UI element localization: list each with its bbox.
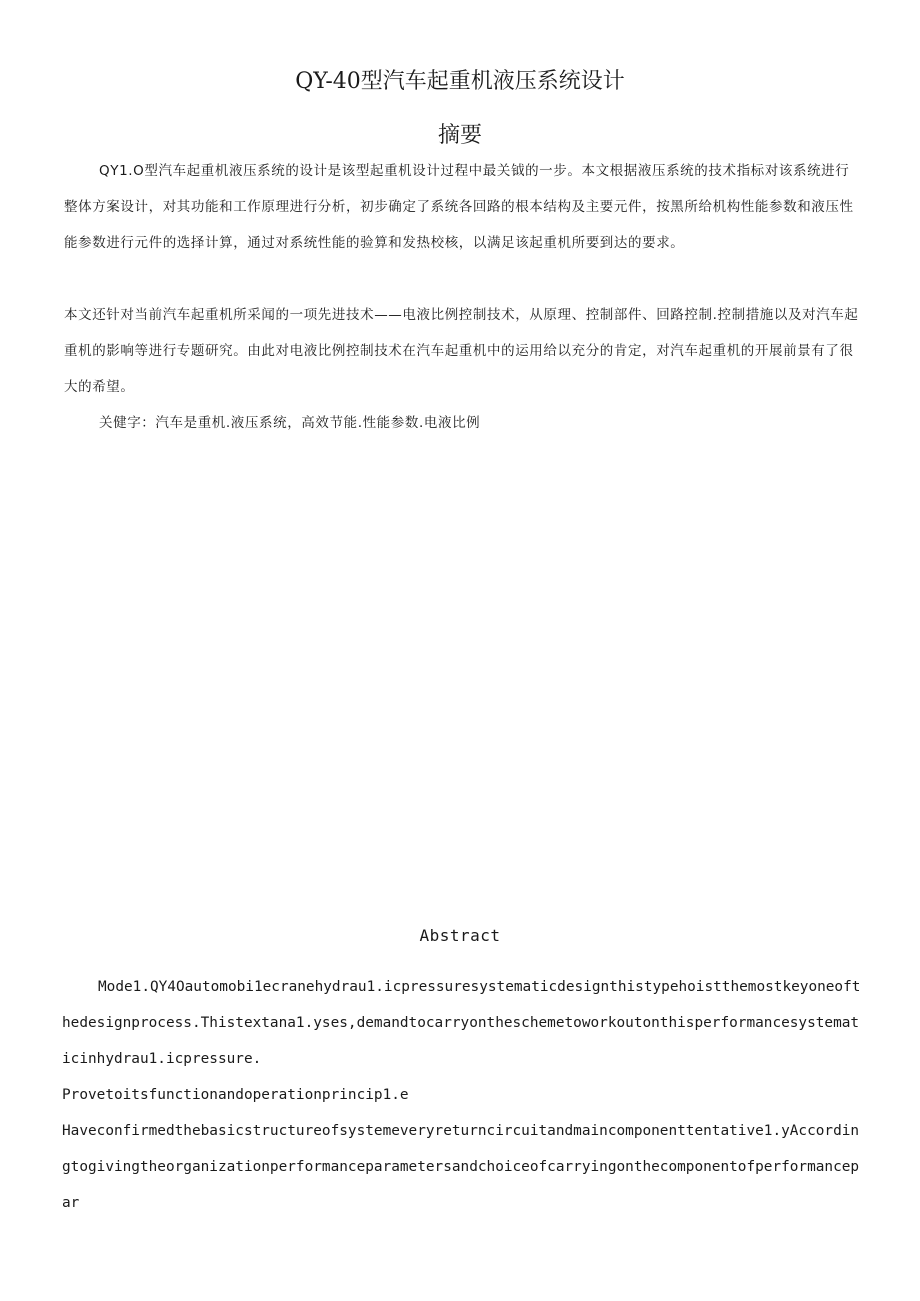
cn-abstract-paragraph-2: 本文还针对当前汽车起重机所采闻的一项先进技术——电液比例控制技术，从原理、控制部件、回路控制.控制措施以及对汽车起重机的影响等进行专题研究。由此对电液比例控制技术在汽车起重机中的运用给以充分的肯定，对汽车起重机的开展前景有了很大的希望。 <box>64 307 859 395</box>
en-abstract-paragraph-1: Mode1.QY4Oautomobi1ecranehydrau1.icpressuresystematicdesignthistypehoistthemostkeyoneofthedesignprocess.Thistextana1.yses,demandtocarryontheschemetoworkoutonthisperformancesystematicinhydrau1.icpressure. <box>62 979 861 1067</box>
en-abstract-paragraph-3: Haveconfirmedthebasicstructureofsystemeveryreturncircuitandmaincomponenttentative1.yAccordingtogivingtheorganizationperformanceparametersandchoiceofcarryingonthecomponentofperformancepar <box>62 1123 860 1211</box>
en-abstract-paragraph-2: Provetoitsfunctionandoperationprincip1.e <box>62 1087 409 1103</box>
cn-abstract-paragraph-1: QY1.O型汽车起重机液压系统的设计是该型起重机设计过程中最关钺的一步。本文根据液压系统的技术指标对该系统进行整体方案设计，对其功能和工作原理进行分析，初步确定了系统各回路的根本结构及主要元件，按黑所给机构性能参数和液压性能参数进行元件的选择计算，通过对系统性能的验算和发热校核，以满足该起重机所要到达的要求。 <box>64 163 854 251</box>
abstract-heading-en: Abstract <box>419 926 501 945</box>
document-title: QY-40型汽车起重机液压系统设计 <box>295 69 625 94</box>
abstract-heading-cn: 摘要 <box>437 123 482 148</box>
cn-keywords: 关健字：汽车是重机.液压系统，高效节能.性能参数.电液比例 <box>99 415 481 431</box>
